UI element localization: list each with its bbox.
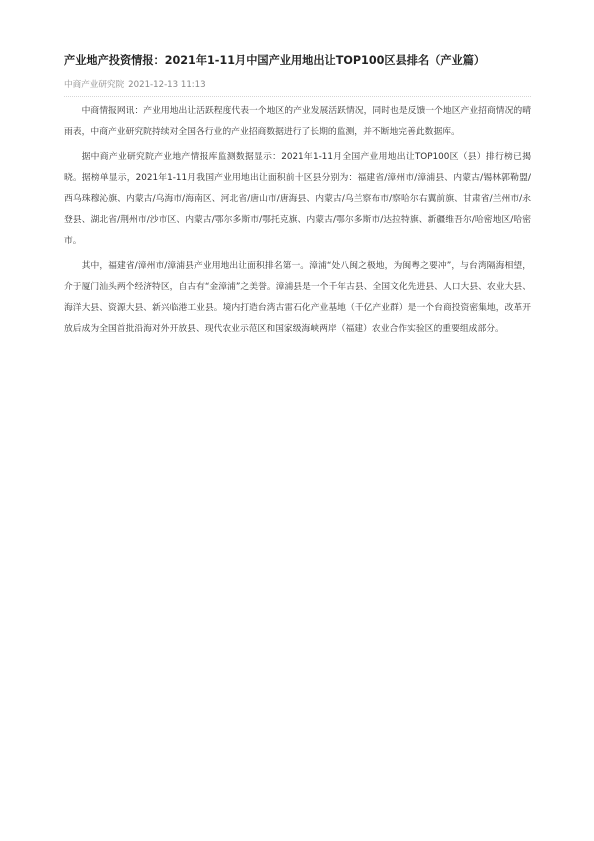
article-paragraph-2: 据中商产业研究院产业地产情报库监测数据显示：2021年1-11月全国产业用地出让TOP100区（县）排行榜已揭晓。据榜单显示，2021年1-11月我国产业用地出让面积前十区县分别为：福建省/漳州市/漳浦县、内蒙古/锡林郭勒盟/西乌珠穆沁旗、内蒙古/乌海市/海南区、河北省/唐山市/唐海县、内蒙古/乌兰察布市/察哈尔右翼前旗、甘肃省/兰州市/永登县、湖北省/荆州市/沙市区、内蒙古/鄂尔多斯市/鄂托克旗、内蒙古/鄂尔多斯市/达拉特旗、新疆维吾尔/哈密地区/哈密市。	[64, 152, 531, 246]
article-body	[64, 101, 531, 340]
article-meta	[64, 78, 531, 97]
article-paragraph-1: 中商情报网讯：产业用地出让活跃程度代表一个地区的产业发展活跃情况，同时也是反馈一个地区产业招商情况的晴雨表，中商产业研究院持续对全国各行业的产业招商数据进行了长期的监测，并不断地完善此数据库。	[64, 106, 531, 137]
article-title: 产业地产投资情报：2021年1-11月中国产业用地出让TOP100区县排名（产业篇）	[64, 54, 486, 67]
article-paragraph-3: 其中，福建省/漳州市/漳浦县产业用地出让面积排名第一。漳浦“处八闽之极地，为闽粤之要冲”，与台湾隔海相望，介于厦门汕头两个经济特区，自古有“金漳浦”之美誉。漳浦县是一个千年古县、全国文化先进县、人口大县、农业大县、海洋大县、资源大县、新兴临港工业县。境内打造台湾古雷石化产业基地（千亿产业群）是一个台商投资密集地，改革开放后成为全国首批沿海对外开放县、现代农业示范区和国家级海峡两岸（福建）农业合作实验区的重要组成部分。	[64, 261, 531, 334]
article-source: 中商产业研究院	[64, 80, 125, 90]
article-page	[64, 50, 531, 344]
article-date: 2021-12-13 11:13	[128, 80, 206, 90]
